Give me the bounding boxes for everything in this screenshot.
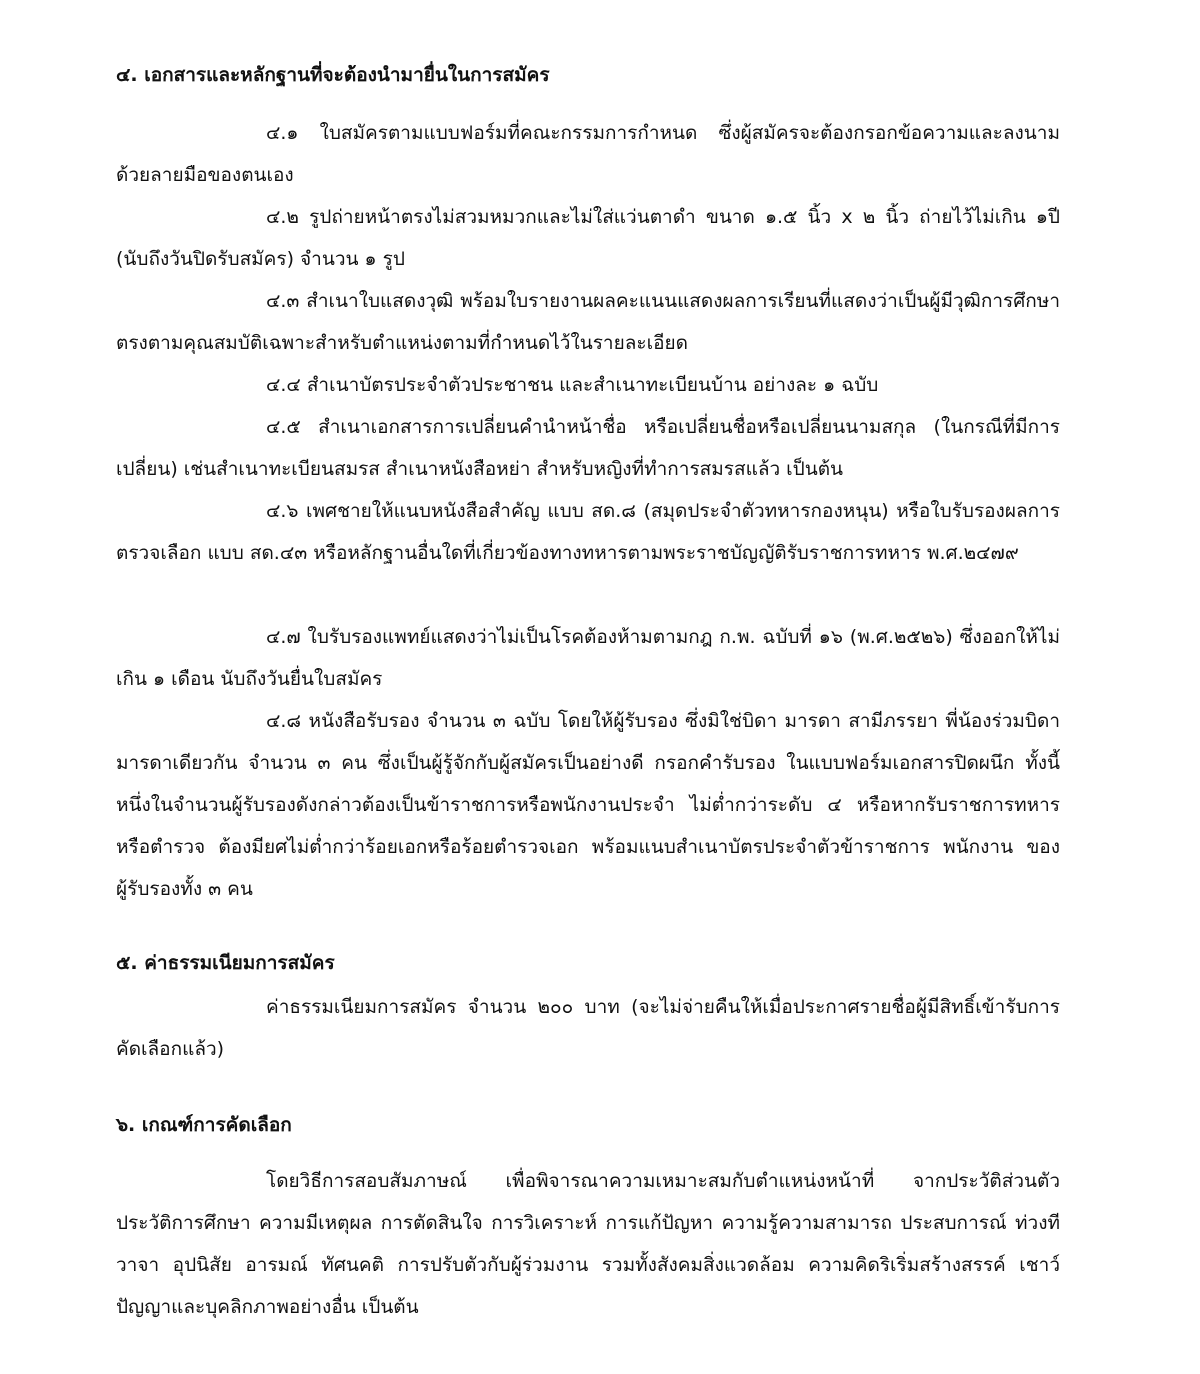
item-4-5: ๔.๕ สำเนาเอกสารการเปลี่ยนคำนำหน้าชื่อ หรือเปลี่ยนชื่อหรือเปลี่ยนนามสกุล (ในกรณีที่มีการเปลี่ยน) เช่นสำเนาทะเบียนสมรส สำเนาหนังสือหย่า สำหรับหญิงที่ทำการสมรสแล้ว เป็นต้น [116,416,1060,480]
section-6-text: โดยวิธีการสอบสัมภาษณ์ เพื่อพิจารณาความเหมาะสมกับตำแหน่งหน้าที่ จากประวัติส่วนตัว ประวัติการศึกษา ความมีเหตุผล การตัดสินใจ การวิเคราะห์ การแก้ปัญหา ความรู้ความสามารถ ประสบการณ์ ท่วงทีวาจา อุปนิสัย อารมณ์ ทัศนคติ การปรับตัวกับผู้ร่วมงาน รวมทั้งสังคมสิ่งแวดล้อม ความคิดริเริ่มสร้างสรรค์ เชาว์ปัญญาและบุคลิกภาพอย่างอื่น เป็นต้น [116,1170,1060,1318]
item-4-1: ๔.๑ ใบสมัครตามแบบฟอร์มที่คณะกรรมการกำหนด ซึ่งผู้สมัครจะต้องกรอกข้อความและลงนามด้วยลายมือของตนเอง [116,122,1060,186]
item-4-4: ๔.๔ สำเนาบัตรประจำตัวประชาชน และสำเนาทะเบียนบ้าน อย่างละ ๑ ฉบับ [266,374,879,396]
item-4-3: ๔.๓ สำเนาใบแสดงวุฒิ พร้อมใบรายงานผลคะแนนแสดงผลการเรียนที่แสดงว่าเป็นผู้มีวุฒิการศึกษาตรงตามคุณสมบัติเฉพาะสำหรับตำแหน่งตามที่กำหนดไว้ในรายละเอียด [116,290,1060,354]
section-5-text: ค่าธรรมเนียมการสมัคร จำนวน ๒๐๐ บาท (จะไม่จ่ายคืนให้เมื่อประกาศรายชื่อผู้มีสิทธิ์เข้ารับการคัดเลือกแล้ว) [116,996,1060,1060]
section-5-heading: ๕. ค่าธรรมเนียมการสมัคร [116,952,335,974]
item-4-8: ๔.๘ หนังสือรับรอง จำนวน ๓ ฉบับ โดยให้ผู้รับรอง ซึ่งมิใช่บิดา มารดา สามีภรรยา พี่น้องร่วมบิดามารดาเดียวกัน จำนวน ๓ คน ซึ่งเป็นผู้รู้จักกับผู้สมัครเป็นอย่างดี กรอกคำรับรอง ในแบบฟอร์มเอกสารปิดผนึก ทั้งนี้หนึ่งในจำนวนผู้รับรองดังกล่าวต้องเป็นข้าราชการหรือพนักงานประจำ ไม่ต่ำกว่าระดับ ๔ หรือหากรับราชการทหารหรือตำรวจ ต้องมียศไม่ต่ำกว่าร้อยเอกหรือร้อยตำรวจเอก พร้อมแนบสำเนาบัตรประจำตัวข้าราชการ พนักงาน ของผู้รับรองทั้ง ๓ คน [116,710,1060,900]
section-6-heading: ๖. เกณฑ์การคัดเลือก [116,1114,292,1136]
item-4-6: ๔.๖ เพศชายให้แนบหนังสือสำคัญ แบบ สด.๘ (สมุดประจำตัวทหารกองหนุน) หรือใบรับรองผลการตรวจเลือก แบบ สด.๔๓ หรือหลักฐานอื่นใดที่เกี่ยวข้องทางทหารตามพระราชบัญญัติรับราชการทหาร พ.ศ.๒๔๗๙ [116,500,1060,564]
section-4-heading: ๔. เอกสารและหลักฐานที่จะต้องนำมายื่นในการสมัคร [116,64,550,86]
item-4-2: ๔.๒ รูปถ่ายหน้าตรงไม่สวมหมวกและไม่ใส่แว่นตาดำ ขนาด ๑.๕ นิ้ว x ๒ นิ้ว ถ่ายไว้ไม่เกิน ๑ปี (นับถึงวันปิดรับสมัคร) จำนวน ๑ รูป [116,206,1060,270]
item-4-7: ๔.๗ ใบรับรองแพทย์แสดงว่าไม่เป็นโรคต้องห้ามตามกฎ ก.พ. ฉบับที่ ๑๖ (พ.ศ.๒๕๒๖) ซึ่งออกให้ไม่เกิน ๑ เดือน นับถึงวันยื่นใบสมัคร [116,626,1060,690]
